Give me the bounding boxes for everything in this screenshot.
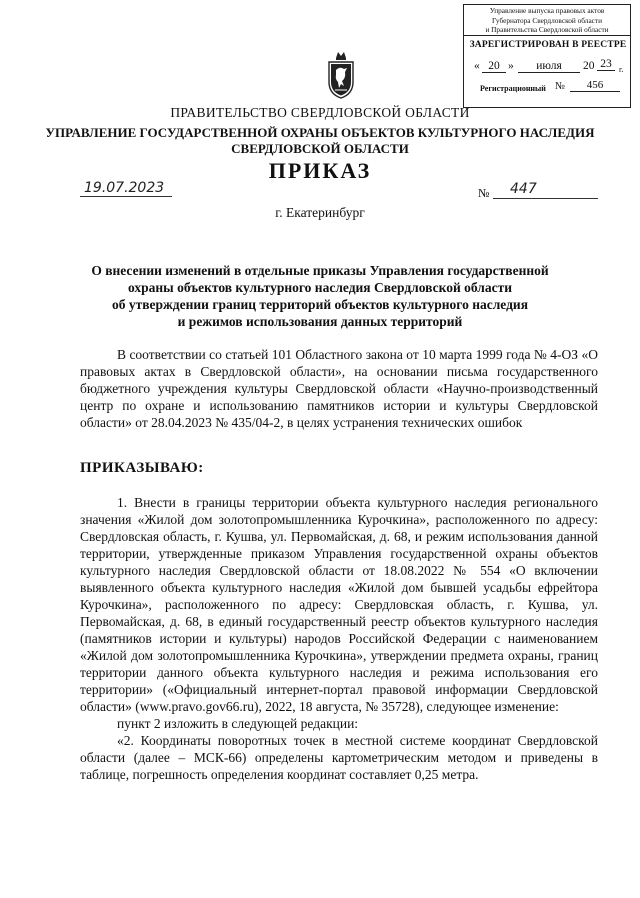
- registry-stamp-header: [463, 4, 631, 36]
- department-line: УПРАВЛЕНИЕ ГОСУДАРСТВЕННОЙ ОХРАНЫ ОБЪЕКТОВ КУЛЬТУРНОГО НАСЛЕДИЯ: [45, 125, 595, 140]
- item-1-subpoint: пункт 2 изложить в следующей редакции:: [117, 716, 359, 731]
- preamble-text: В соответствии со статьей 101 Областного закона от 10 марта 1999 года № 4-ОЗ «О правовых актах в Свердловской области», на основании письма государственного бюджетного учреждения культуры Свердловской области «Научно-производственный центр по охране и использованию памятников истории и культуры Свердловской области» от 28.04.2023 № 435/04-2, в целях устранения технических ошибок: [80, 347, 598, 430]
- department-line: СВЕРДЛОВСКОЙ ОБЛАСТИ: [231, 141, 409, 156]
- coat-of-arms-icon: [326, 48, 356, 100]
- stamp-year-prefix: 20: [583, 60, 595, 72]
- document-type: ПРИКАЗ: [268, 158, 372, 183]
- title-line: об утверждении границ территорий объектов культурного наследия: [111, 297, 529, 312]
- number-line: [493, 198, 598, 199]
- title-line: О внесении изменений в отдельные приказы Управления государственной: [91, 263, 549, 278]
- department-name: [0, 125, 640, 157]
- item-1-text: 1. Внести в границы территории объекта культурного наследия регионального значения «Жилой дом золотопромышленника Курочкина», расположенного по адресу: Свердловская область, г. Кушва, ул. Первомайская, д. 68, и режим использования данной территории, утвержденные приказом Управления государственной охраны объектов культурного наследия Свердловской области от 18.08.2022 № 554 «О включении выявленного объекта культурного наследия «Жилой дом бывшей усадьбы ефрейтора Курочкина», расположенного по адресу: Свердловская область, г. Кушва, ул. Первомайская, д. 68, в единый государственный реестр объектов культурного наследия (памятников истории и культуры) народов Российской Федерации с наименованием «Жилой дом золотопромышленника Курочкина», утверждении предмета охраны, границ территории данного объекта культурного наследия и режима использования его территории» («Официальный интернет-портал правовой информации Свердловской области» (www.pravo.gov66.ru), 2022, 18 августа, № 35728), следующее изменение:: [80, 495, 598, 714]
- stamp-title: ЗАРЕГИСТРИРОВАН В РЕЕСТРЕ: [469, 40, 627, 50]
- stamp-header-line: и Правительства Свердловской области: [485, 25, 609, 34]
- title-line: и режимов использования данных территорий: [177, 314, 463, 329]
- order-word: ПРИКАЗЫВАЮ:: [80, 460, 204, 476]
- stamp-close-quote: »: [508, 60, 514, 72]
- stamp-open-quote: «: [474, 60, 480, 72]
- stamp-year-mark: г.: [619, 65, 624, 74]
- number-sign: №: [478, 186, 490, 200]
- preamble: [80, 346, 598, 431]
- government-name: ПРАВИТЕЛЬСТВО СВЕРДЛОВСКОЙ ОБЛАСТИ: [170, 105, 470, 120]
- stamp-month: июля: [518, 60, 580, 73]
- stamp-reg-no-sign: №: [555, 81, 566, 92]
- city: г. Екатеринбург: [275, 205, 365, 220]
- registry-stamp: [463, 36, 631, 108]
- date-handwritten: 19.07.2023: [84, 180, 165, 196]
- stamp-header-line: Губернатора Свердловской области: [491, 15, 603, 25]
- number-handwritten: 447: [510, 181, 537, 197]
- item-1-quote: «2. Координаты поворотных точек в местной системе координат Свердловской области (далее – МСК-66) определены картометрическим методом и приведены в таблице, погрешность определения координат составляет 0,25 метра.: [80, 733, 598, 782]
- title-line: охраны объектов культурного наследия Свердловской области: [127, 280, 513, 295]
- stamp-year-suffix: 23: [597, 58, 615, 71]
- stamp-reg-label: Регистрационный: [480, 84, 546, 93]
- stamp-reg-number: 456: [570, 79, 620, 92]
- document-title: [0, 262, 640, 330]
- order-item-1: [80, 494, 598, 783]
- date-line: [80, 196, 172, 197]
- stamp-day: 20: [482, 60, 506, 73]
- stamp-header-line: Управление выпуска правовых актов: [489, 6, 605, 15]
